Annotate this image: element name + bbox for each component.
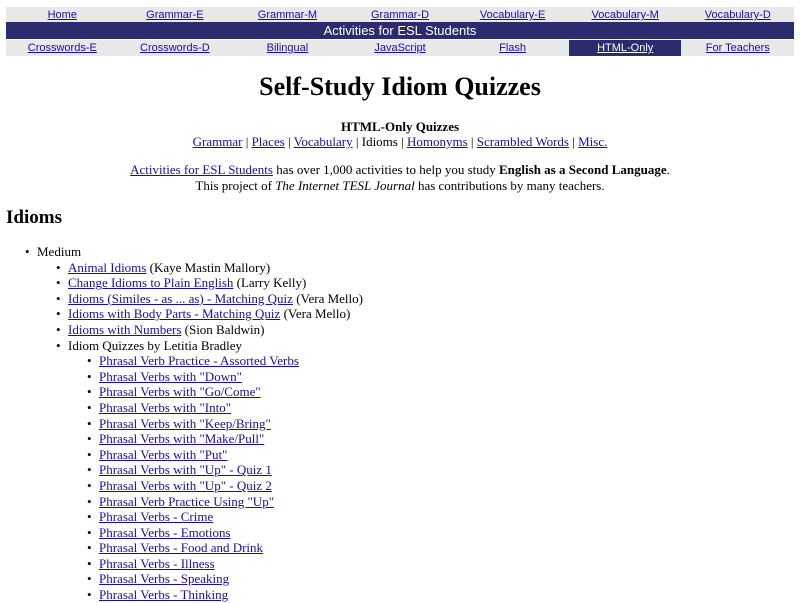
- list-item: [99, 571, 800, 587]
- list-item: [99, 400, 800, 416]
- intro-text: [0, 162, 800, 193]
- category-misc[interactable]: Misc.: [578, 134, 608, 149]
- nav-link-home[interactable]: Home: [47, 9, 77, 21]
- nav-link-javascript[interactable]: JavaScript: [374, 42, 426, 54]
- quiz-author: (Sion Baldwin): [181, 321, 265, 337]
- separator: |: [242, 134, 252, 149]
- quiz-author: (Vera Mello): [292, 290, 363, 306]
- quiz-link[interactable]: Phrasal Verbs - Speaking: [99, 571, 230, 587]
- quiz-link[interactable]: Phrasal Verbs with "Into": [99, 399, 232, 415]
- category-grammar[interactable]: Grammar: [192, 134, 243, 149]
- quiz-link[interactable]: Idioms (Similes - as ... as) - Matching Quiz: [68, 290, 293, 306]
- list-item: [99, 431, 800, 447]
- nav-cell-vocabulary-m: [569, 7, 682, 23]
- quiz-link[interactable]: Phrasal Verbs - Emotions: [99, 524, 231, 540]
- site-link[interactable]: Activities for ESL Students: [130, 162, 273, 177]
- list-item: [99, 494, 800, 510]
- nav-link-for-teachers[interactable]: For Teachers: [705, 42, 770, 54]
- list-item: [99, 509, 800, 525]
- separator: |: [397, 134, 407, 149]
- site-banner: Activities for ESL Students: [6, 22, 794, 39]
- quiz-items: [37, 260, 800, 603]
- quiz-link[interactable]: Change Idioms to Plain English: [68, 275, 234, 291]
- list-item: [99, 587, 800, 603]
- nav-link-grammar-e[interactable]: Grammar-E: [146, 9, 204, 21]
- quiz-link[interactable]: Phrasal Verbs with "Up" - Quiz 1: [99, 462, 272, 478]
- separator: |: [467, 134, 477, 149]
- list-item: [99, 556, 800, 572]
- list-item: [99, 369, 800, 385]
- list-item: [99, 525, 800, 541]
- nav-cell-html-only: [569, 40, 682, 56]
- quiz-link[interactable]: Phrasal Verbs - Illness: [99, 555, 215, 571]
- list-item: [99, 540, 800, 556]
- quiz-link[interactable]: Phrasal Verbs with "Down": [99, 368, 242, 384]
- category-scrambled-words[interactable]: Scrambled Words: [476, 134, 569, 149]
- quiz-list: [0, 244, 800, 603]
- quiz-link[interactable]: Phrasal Verbs with "Go/Come": [99, 384, 261, 400]
- list-item: [68, 260, 800, 276]
- nav-link-crosswords-d[interactable]: Crosswords-D: [140, 42, 210, 54]
- nav-link-html-only[interactable]: HTML-Only: [597, 42, 654, 54]
- list-item: [68, 306, 800, 322]
- level-list: [0, 244, 800, 603]
- quiz-link[interactable]: Phrasal Verbs with "Up" - Quiz 2: [99, 477, 272, 493]
- quiz-link[interactable]: Idioms with Body Parts - Matching Quiz: [68, 306, 281, 322]
- quiz-link[interactable]: Phrasal Verbs with "Make/Pull": [99, 431, 265, 447]
- nav-link-grammar-m[interactable]: Grammar-M: [257, 9, 318, 21]
- category-idioms: Idioms: [361, 134, 398, 149]
- quiz-link[interactable]: Phrasal Verbs - Thinking: [99, 587, 229, 603]
- level-item: [37, 244, 800, 603]
- nav-cell-javascript: [344, 40, 457, 56]
- quiz-link[interactable]: Phrasal Verb Practice Using "Up": [99, 493, 275, 509]
- nav-link-vocabulary-d[interactable]: Vocabulary-D: [704, 9, 771, 21]
- intro-line2-pre: This project of: [195, 177, 276, 193]
- group-label: • Idiom Quizzes by Letitia Bradley: [68, 337, 243, 353]
- list-item: [68, 322, 800, 338]
- intro-line-2: [0, 178, 800, 194]
- category-homonyms[interactable]: Homonyms: [406, 134, 468, 149]
- nav-link-vocabulary-e[interactable]: Vocabulary-E: [479, 9, 546, 21]
- quiz-link[interactable]: Phrasal Verbs with "Put": [99, 446, 228, 462]
- nav-cell-flash: [456, 40, 569, 56]
- quiz-author: (Vera Mello): [280, 306, 351, 322]
- quiz-link[interactable]: Phrasal Verbs - Food and Drink: [99, 540, 264, 556]
- separator: |: [568, 134, 579, 149]
- list-item: [99, 478, 800, 494]
- section-heading: Idioms: [6, 207, 62, 228]
- group-item: [68, 338, 800, 603]
- quiz-link[interactable]: Phrasal Verbs with "Keep/Bring": [99, 415, 271, 431]
- list-item: [99, 462, 800, 478]
- category-vocabulary[interactable]: Vocabulary: [293, 134, 353, 149]
- page-title: Self-Study Idiom Quizzes: [259, 72, 541, 101]
- quiz-author: (Larry Kelly): [233, 275, 307, 291]
- intro-period: .: [666, 162, 670, 177]
- intro-line2-post: has contributions by many teachers.: [414, 177, 605, 193]
- nav-cell-grammar-m: [231, 7, 344, 23]
- category-places[interactable]: Places: [251, 134, 285, 149]
- nav-cell-crosswords-e: [6, 40, 119, 56]
- category-links: [0, 134, 800, 149]
- top-nav-bar: [6, 7, 794, 23]
- quiz-link[interactable]: Phrasal Verbs - Crime: [99, 509, 214, 525]
- nav-cell-vocabulary-e: [456, 7, 569, 23]
- nav-link-bilingual[interactable]: Bilingual: [266, 42, 309, 54]
- nav-link-crosswords-e[interactable]: Crosswords-E: [27, 42, 97, 54]
- secondary-nav-bar: [6, 40, 794, 56]
- nav-cell-bilingual: [231, 40, 344, 56]
- list-item: [99, 447, 800, 463]
- nav-cell-home: [6, 7, 119, 23]
- nav-link-vocabulary-m[interactable]: Vocabulary-M: [591, 9, 659, 21]
- journal-name: The Internet TESL Journal: [275, 177, 415, 193]
- quiz-author: (Kaye Mastin Mallory): [146, 259, 271, 275]
- list-item: [99, 384, 800, 400]
- quiz-link[interactable]: Idioms with Numbers: [68, 321, 182, 337]
- nav-cell-grammar-e: [119, 7, 232, 23]
- separator: |: [284, 134, 294, 149]
- list-item: [99, 353, 800, 369]
- list-item: [68, 275, 800, 291]
- nav-link-grammar-d[interactable]: Grammar-D: [370, 9, 430, 21]
- level-label: • Medium: [37, 244, 82, 259]
- section-subtitle: HTML-Only Quizzes: [340, 119, 460, 134]
- list-item: [68, 291, 800, 307]
- intro-text-part: has over 1,000 activities to help you study: [272, 162, 500, 177]
- nav-link-flash[interactable]: Flash: [499, 42, 527, 54]
- nav-cell-vocabulary-d: [681, 7, 794, 23]
- nav-cell-crosswords-d: [119, 40, 232, 56]
- quiz-link[interactable]: Animal Idioms: [68, 259, 147, 275]
- separator: |: [352, 134, 362, 149]
- intro-line-1: [0, 162, 800, 178]
- group-quiz-list: [68, 353, 800, 603]
- list-item: [99, 416, 800, 432]
- intro-bold: English as a Second Language: [499, 162, 667, 177]
- nav-cell-for-teachers: [681, 40, 794, 56]
- quiz-link[interactable]: Phrasal Verb Practice - Assorted Verbs: [99, 353, 299, 369]
- nav-cell-grammar-d: [344, 7, 457, 23]
